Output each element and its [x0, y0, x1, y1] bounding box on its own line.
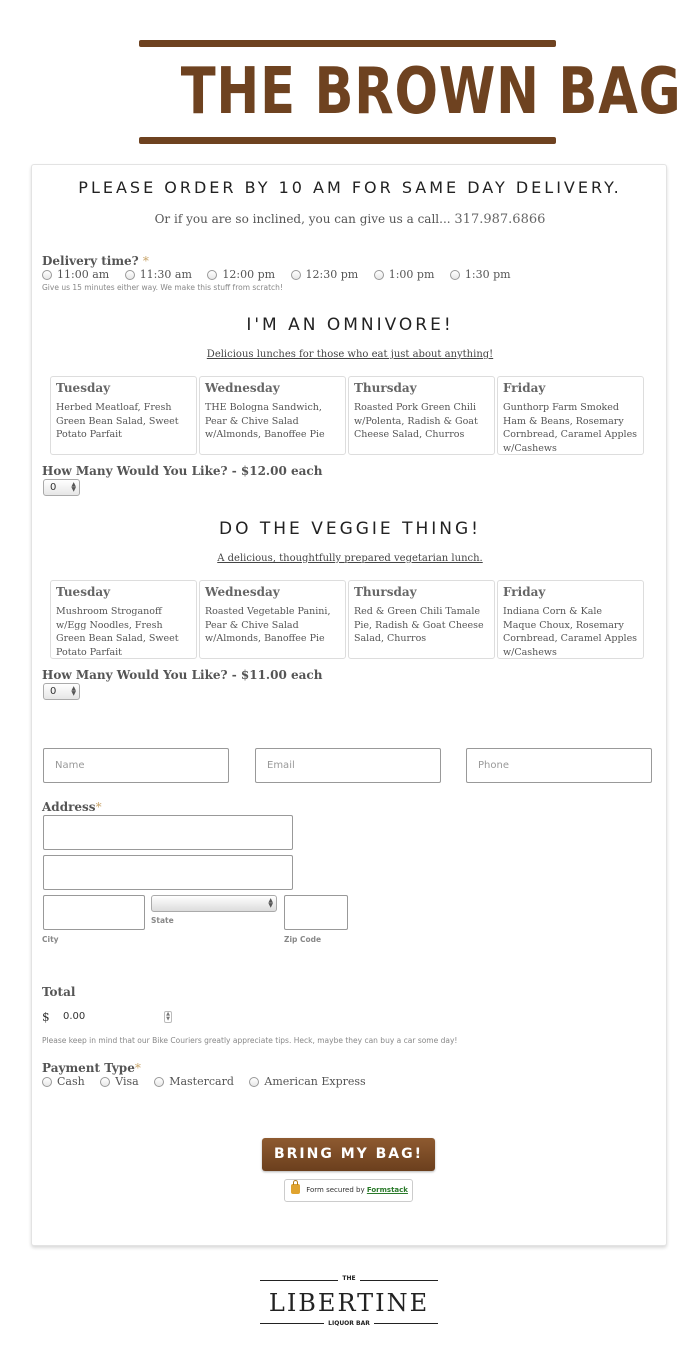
logo-top-bar — [139, 40, 556, 47]
day-menu: Roasted Pork Green Chili w/Polenta, Radish & Goat Cheese Salad, Churros — [354, 402, 478, 440]
call-line — [0, 212, 700, 227]
delivery-option-1200[interactable] — [207, 268, 275, 281]
order-deadline-heading: PLEASE ORDER BY 10 AM FOR SAME DAY DELIVERY. — [78, 178, 622, 197]
secured-text: Form secured by — [306, 1186, 365, 1194]
logo-bottom-text: LIQUOR BAR — [328, 1320, 370, 1327]
qty-value: 0 — [50, 482, 57, 493]
delivery-option-label: 11:30 am — [139, 268, 192, 281]
radio-button[interactable] — [374, 270, 384, 280]
day-menu: Red & Green Chili Tamale Pie, Radish & Goat Cheese Salad, Churros — [354, 606, 484, 644]
veggie-day-friday — [497, 580, 644, 659]
day-menu: THE Bologna Sandwich, Pear & Chive Salad w/Almonds, Banoffee Pie — [205, 402, 325, 440]
delivery-option-label: 1:00 pm — [388, 268, 435, 281]
zip-label: Zip Code — [284, 935, 322, 944]
stepper-arrows-icon: ▲ ▼ — [71, 481, 76, 493]
required-mark: * — [134, 1061, 141, 1075]
day-name: Friday — [503, 585, 546, 599]
delivery-option-100[interactable] — [374, 268, 435, 281]
omnivore-qty-select[interactable] — [43, 479, 80, 496]
day-name: Friday — [503, 381, 546, 395]
omnivore-qty-label: How Many Would You Like? - $12.00 each — [42, 464, 323, 478]
city-input[interactable] — [43, 895, 145, 930]
radio-button[interactable] — [291, 270, 301, 280]
delivery-time-label-text: Delivery time? — [42, 254, 139, 268]
address-label-text: Address — [42, 800, 96, 814]
address-line-2-input[interactable] — [43, 855, 293, 890]
delivery-option-130[interactable] — [450, 268, 511, 281]
radio-button[interactable] — [42, 1077, 52, 1087]
payment-option-mastercard[interactable] — [154, 1075, 234, 1088]
required-mark: * — [95, 800, 102, 814]
omnivore-day-wednesday — [199, 376, 346, 455]
veggie-day-tuesday — [50, 580, 197, 659]
address-line-1-input[interactable] — [43, 815, 293, 850]
day-name: Tuesday — [56, 585, 111, 599]
logo-bottom-bar — [139, 137, 556, 144]
tip-note: Please keep in mind that our Bike Couriers greatly appreciate tips. Heck, maybe they can buy a car some day! — [42, 1036, 458, 1045]
veggie-qty-select[interactable] — [43, 683, 80, 700]
omnivore-day-thursday — [348, 376, 495, 455]
day-menu: Indiana Corn & Kale Maque Choux, Rosemary Cornbread, Caramel Apples w/Cashews — [503, 606, 638, 658]
radio-button[interactable] — [207, 270, 217, 280]
day-name: Wednesday — [205, 585, 280, 599]
total-stepper-icon[interactable]: ▲ ▼ — [164, 1011, 172, 1023]
delivery-time-options — [42, 268, 523, 283]
stepper-arrows-icon: ▲ ▼ — [71, 685, 76, 697]
radio-button[interactable] — [249, 1077, 259, 1087]
delivery-option-1100[interactable] — [42, 268, 109, 281]
veggie-qty-label: How Many Would You Like? - $11.00 each — [42, 668, 323, 682]
radio-button[interactable] — [42, 270, 52, 280]
veggie-day-wednesday — [199, 580, 346, 659]
veggie-title: DO THE VEGGIE THING! — [219, 519, 481, 539]
formstack-link[interactable]: Formstack — [366, 1186, 408, 1194]
day-name: Wednesday — [205, 381, 280, 395]
logo-top-text: THE — [342, 1275, 356, 1282]
radio-button[interactable] — [125, 270, 135, 280]
stepper-arrows-icon: ▲ ▼ — [268, 897, 273, 909]
required-mark: * — [142, 254, 149, 268]
payment-type-label — [42, 1061, 141, 1075]
payment-option-amex[interactable] — [249, 1075, 365, 1088]
payment-option-cash[interactable] — [42, 1075, 85, 1088]
state-select[interactable] — [151, 895, 277, 912]
payment-type-label-text: Payment Type — [42, 1061, 135, 1075]
submit-button[interactable]: BRING MY BAG! — [262, 1138, 435, 1171]
city-label: City — [42, 935, 59, 944]
radio-button[interactable] — [154, 1077, 164, 1087]
qty-value: 0 — [50, 686, 57, 697]
total-value: 0.00 — [63, 1011, 86, 1022]
currency-symbol: $ — [42, 1010, 50, 1024]
omnivore-day-friday — [497, 376, 644, 455]
logo-rule — [360, 1280, 438, 1281]
delivery-time-label — [42, 254, 149, 268]
day-menu: Mushroom Stroganoff w/Egg Noodles, Fresh Green Bean Salad, Sweet Potato Parfait — [56, 606, 179, 658]
payment-option-label: Visa — [115, 1075, 139, 1088]
payment-option-label: American Express — [264, 1075, 366, 1088]
delivery-option-1130[interactable] — [125, 268, 192, 281]
payment-option-visa[interactable] — [100, 1075, 138, 1088]
day-name: Tuesday — [56, 381, 111, 395]
logo-text: THE BROWN BAG — [180, 55, 682, 129]
delivery-option-label: 12:00 pm — [222, 268, 276, 281]
phone-input[interactable]: Phone — [466, 748, 652, 783]
zip-input[interactable] — [284, 895, 348, 930]
lock-icon — [291, 1184, 300, 1194]
total-label: Total — [42, 985, 76, 999]
veggie-day-thursday — [348, 580, 495, 659]
omnivore-title: I'M AN OMNIVORE! — [246, 315, 454, 335]
day-name: Thursday — [354, 585, 417, 599]
formstack-secured-badge — [284, 1179, 413, 1202]
payment-option-label: Mastercard — [169, 1075, 234, 1088]
omnivore-subtitle: Delicious lunches for those who eat just about anything! — [206, 349, 494, 360]
logo-main-text: LIBERTINE — [268, 1289, 430, 1317]
email-input[interactable]: Email — [255, 748, 441, 783]
call-text: Or if you are so inclined, you can give us a call... — [154, 212, 451, 226]
payment-options — [42, 1075, 378, 1090]
delivery-option-label: 11:00 am — [57, 268, 110, 281]
delivery-note: Give us 15 minutes either way. We make this stuff from scratch! — [42, 283, 283, 292]
address-label — [42, 800, 102, 814]
delivery-option-label: 1:30 pm — [464, 268, 511, 281]
payment-option-label: Cash — [57, 1075, 85, 1088]
radio-button[interactable] — [450, 270, 460, 280]
day-menu: Gunthorp Farm Smoked Ham & Beans, Rosemary Cornbread, Caramel Apples w/Cashews — [503, 402, 638, 454]
day-name: Thursday — [354, 381, 417, 395]
omnivore-day-tuesday — [50, 376, 197, 455]
radio-button[interactable] — [100, 1077, 110, 1087]
veggie-subtitle: A delicious, thoughtfully prepared vegetarian lunch. — [217, 553, 483, 564]
day-menu: Herbed Meatloaf, Fresh Green Bean Salad, Sweet Potato Parfait — [56, 402, 179, 440]
day-menu: Roasted Vegetable Panini, Pear & Chive Salad w/Almonds, Banoffee Pie — [205, 606, 331, 644]
libertine-logo — [254, 1275, 444, 1330]
logo-rule — [374, 1323, 438, 1324]
state-label: State — [151, 916, 174, 925]
brown-bag-logo — [139, 40, 682, 144]
delivery-option-label: 12:30 pm — [305, 268, 359, 281]
delivery-option-1230[interactable] — [291, 268, 359, 281]
name-input[interactable]: Name — [43, 748, 229, 783]
phone-number: 317.987.6866 — [454, 212, 546, 227]
